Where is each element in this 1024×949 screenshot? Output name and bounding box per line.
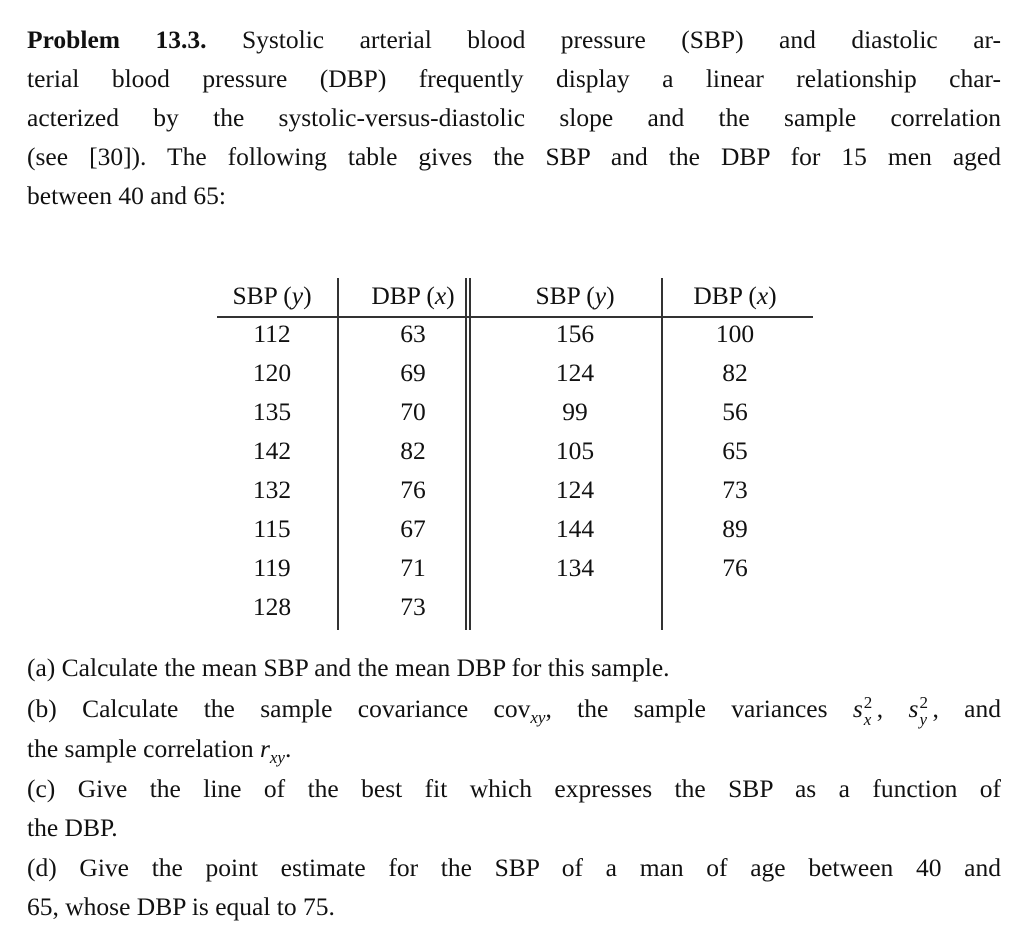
table-cell: 115 [253, 514, 291, 543]
table-cell: 112 [253, 319, 291, 348]
table-cell: 105 [555, 436, 595, 465]
table-cell: 135 [252, 397, 292, 426]
question-b-line-2 [27, 734, 1001, 773]
table-cell: 73 [722, 475, 748, 504]
table-cell: 73 [400, 592, 426, 621]
math-variable: x [434, 281, 447, 310]
table-cell: 99 [562, 397, 588, 426]
table-cell: 67 [400, 514, 426, 543]
supsub [918, 693, 932, 729]
superscript: 2 [863, 693, 873, 712]
question-d-line-2: 65, whose DBP is equal to 75. [27, 892, 335, 921]
header-text: ) [606, 281, 615, 310]
header-text: SBP ( [535, 281, 595, 310]
header-rule [217, 316, 813, 318]
table-cell: 156 [555, 319, 595, 348]
question-c-line-2: the DBP. [27, 813, 118, 842]
table-cell: 124 [555, 475, 595, 504]
superscript: 2 [919, 693, 928, 712]
header-text: DBP ( [371, 281, 435, 310]
math: s [852, 694, 863, 723]
column-header [348, 281, 478, 311]
math-variable: y [594, 281, 607, 310]
table-cell: 128 [252, 592, 292, 621]
math: s [908, 694, 919, 723]
table-cell: 82 [400, 436, 426, 465]
table-cell: 70 [400, 397, 426, 426]
table-cell: 142 [252, 436, 292, 465]
problem-label: Problem 13.3. [27, 25, 207, 54]
table-cell: 89 [722, 514, 748, 543]
table-cell: 65 [722, 436, 748, 465]
table-cell: 69 [400, 358, 426, 387]
text: , and [932, 694, 1001, 723]
text: , [876, 694, 909, 723]
text [27, 693, 1001, 729]
table-cell: 56 [722, 397, 748, 426]
table-cell: 71 [400, 553, 426, 582]
table-cell: 100 [715, 319, 755, 348]
math: r [259, 734, 270, 763]
text: the sample correlation [27, 734, 260, 763]
header-text: DBP ( [693, 281, 757, 310]
question-b-line-1 [27, 694, 1001, 733]
text: (b) Calculate the sample covariance cov [27, 694, 531, 723]
header-text: SBP ( [232, 281, 292, 310]
question-a: (a) Calculate the mean SBP and the mean DBP for this sample. [27, 653, 670, 682]
table-cell: 76 [400, 475, 426, 504]
table-cell: 144 [555, 514, 595, 543]
header-text: ) [303, 281, 312, 310]
table-cell: 63 [400, 319, 426, 348]
table-cell: 82 [722, 358, 748, 387]
subscript: x [863, 710, 872, 729]
math-variable: y [291, 281, 304, 310]
text: Systolic arterial blood pressure (SBP) and diastolic ar- [206, 25, 1001, 54]
question-c-line-1: (c) Give the line of the best fit which expresses the SBP as a function of [27, 774, 1001, 803]
question-d-line-1: (d) Give the point estimate for the SBP of a man of age between 40 and [27, 853, 1001, 882]
subscript: y [919, 710, 927, 729]
column-header [207, 281, 337, 311]
column-divider [337, 278, 339, 630]
table-cell: 132 [252, 475, 292, 504]
column-divider [661, 278, 663, 630]
problem-line-4: (see [30]). The following table gives the SBP and the DBP for 15 men aged [27, 142, 1001, 171]
supsub [863, 693, 877, 729]
column-header [510, 281, 640, 311]
subscript: xy [269, 748, 285, 767]
header-text: ) [446, 281, 455, 310]
table-cell: 120 [252, 358, 292, 387]
problem-line-5: between 40 and 65: [27, 181, 226, 210]
problem-line-3: acterized by the systolic-versus-diastolic slope and the sample correlation [27, 103, 1001, 132]
table-cell: 134 [555, 553, 595, 582]
text: , the sample variances [545, 694, 853, 723]
table-cell: 124 [555, 358, 595, 387]
text: . [284, 734, 292, 763]
table-cell: 76 [722, 553, 748, 582]
subscript: xy [530, 708, 546, 727]
column-header [670, 281, 800, 311]
table-cell: 119 [253, 553, 291, 582]
problem-line-2: terial blood pressure (DBP) frequently display a linear relationship char- [27, 64, 1001, 93]
math-variable: x [756, 281, 769, 310]
header-text: ) [768, 281, 777, 310]
